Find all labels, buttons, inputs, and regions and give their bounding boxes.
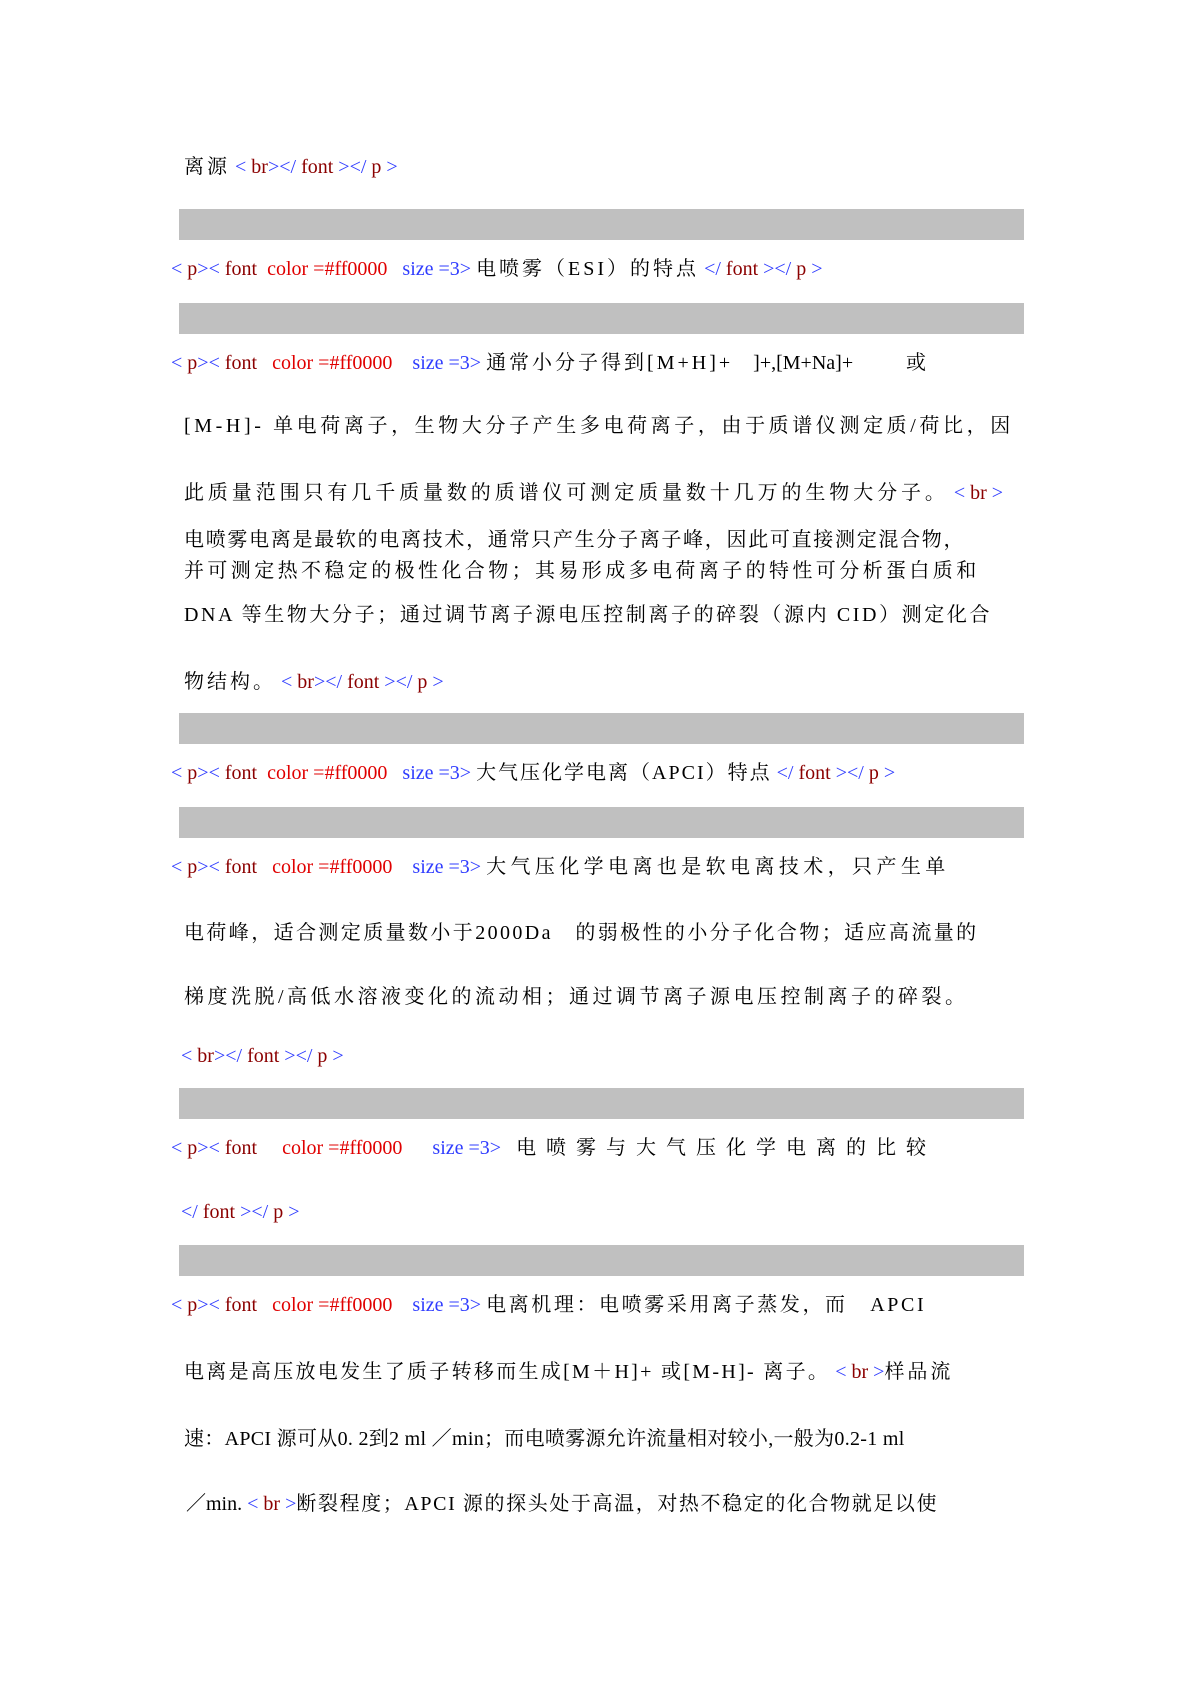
tag-bracket: > [338,156,350,178]
tag-bracket: </ [349,156,367,178]
attr-size: size =3 [432,1137,490,1159]
tag-bracket: > [991,482,1004,504]
tag-bracket: < [171,1294,183,1316]
text-line [171,349,926,377]
tag-font: font [224,352,258,374]
tag-p: p [187,352,198,374]
tag-font: font [224,258,258,280]
attr-color-value: #ff0000 [329,1294,393,1316]
tag-bracket: > [197,352,209,374]
tag-bracket: < [171,762,183,784]
tag-p: p [273,1201,284,1223]
text-line [171,853,950,881]
attr-color: color = [272,352,330,374]
text-line [184,153,398,181]
tag-br: br [851,1361,869,1383]
text-line: DNA 等生物大分子；通过调节离子源电压控制离子的碎裂（源内 CID）测定化合 [184,604,993,626]
text-segment: 通常小分子得到[M+H]+ [486,352,734,374]
tag-bracket: > [197,258,209,280]
tag-br: br [297,671,314,693]
text-segment: 离源 [184,156,230,178]
text-line [184,479,1003,507]
tag-br: br [970,482,987,504]
attr-color-value: #ff0000 [339,1137,403,1159]
tag-bracket: </ [704,258,721,280]
tag-bracket: </ [776,762,794,784]
tag-font: font [301,156,334,178]
attr-size: size =3 [402,258,460,280]
attr-color-value: #ff0000 [329,352,393,374]
tag-bracket: > [883,762,896,784]
tag-bracket: < [208,856,220,878]
tag-bracket: > [432,671,444,693]
gray-band [179,303,1024,334]
tag-bracket: > [459,762,472,784]
gray-band [179,1245,1024,1276]
gray-band [179,209,1024,240]
attr-size: size =3 [402,762,460,784]
tag-bracket: > [197,856,209,878]
tag-bracket: </ [295,1045,313,1067]
text-line [181,1198,299,1226]
tag-bracket: > [469,352,482,374]
tag-font: font [224,1294,258,1316]
text-segment: 断裂程度；APCI 源的探头处于高温，对热不稳定的化合物就足以使 [296,1493,939,1515]
tag-bracket: </ [225,1045,243,1067]
tag-bracket: < [247,1493,259,1515]
tag-bracket: < [171,856,183,878]
text-segment: 电喷雾（ESI）的特点 [476,258,700,280]
tag-bracket: > [835,762,847,784]
text-line [171,255,823,283]
tag-bracket: < [953,482,966,504]
gray-band [179,713,1024,744]
tag-br: br [263,1493,281,1515]
tag-bracket: < [171,352,183,374]
tag-bracket: > [213,1045,226,1067]
tag-bracket: > [267,156,280,178]
tag-bracket: > [313,671,326,693]
tag-p: p [187,856,198,878]
tag-bracket: > [240,1201,252,1223]
text-line [171,1134,929,1162]
tag-bracket: > [873,1361,885,1383]
text-line: 电喷雾电离是最软的电离技术，通常只产生分子离子峰，因此可直接测定混合物， [184,529,966,551]
tag-font: font [725,258,759,280]
text-line [186,1490,938,1518]
attr-color: color = [272,856,330,878]
text-segment: 电离机理：电喷雾采用离子蒸发，而 APCI [486,1294,927,1316]
tag-bracket: > [384,671,396,693]
tag-bracket: < [235,156,247,178]
attr-color-value: #ff0000 [329,856,393,878]
text-line [181,1042,344,1070]
tag-bracket: > [284,1045,296,1067]
tag-bracket: > [386,156,398,178]
tag-bracket: < [208,1294,220,1316]
text-segment: ／min. [186,1493,243,1515]
tag-p: p [868,762,879,784]
tag-font: font [247,1045,280,1067]
tag-bracket: < [208,762,220,784]
text-segment: 电离是高压放电发生了质子转移而生成[M＋H]+ 或[M-H]- 离子。 [184,1361,831,1383]
tag-bracket: > [197,762,209,784]
tag-p: p [796,258,807,280]
tag-bracket: > [288,1201,300,1223]
tag-bracket: </ [251,1201,269,1223]
text-segment: 此质量范围只有几千质量数的质谱仪可测定质量数十几万的生物大分子。 [184,482,949,504]
tag-bracket: < [181,1045,193,1067]
text-segment: 物结构。 [184,671,276,693]
tag-bracket: < [208,258,220,280]
attr-size: size =3 [412,352,470,374]
tag-bracket: > [459,258,472,280]
text-line [171,759,895,787]
tag-p: p [187,1137,198,1159]
text-line: 电荷峰，适合测定质量数小于2000Da 的弱极性的小分子化合物；适应高流量的 [184,922,979,944]
attr-color: color = [282,1137,340,1159]
tag-p: p [317,1045,328,1067]
tag-p: p [371,156,382,178]
tag-bracket: > [489,1137,502,1159]
text-line: [M-H]- 单电荷离子，生物大分子产生多电荷离子，由于质谱仪测定质/荷比，因 [184,415,1014,437]
tag-br: br [251,156,268,178]
tag-p: p [187,258,198,280]
attr-size: size =3 [412,1294,470,1316]
text-line: 并可测定热不稳定的极性化合物；其易形成多电荷离子的特性可分析蛋白质和 [184,560,980,582]
gray-band [179,807,1024,838]
tag-bracket: > [197,1294,209,1316]
tag-bracket: </ [181,1201,198,1223]
tag-bracket: < [208,1137,220,1159]
gray-band [179,1088,1024,1119]
text-line [184,1358,953,1386]
text-line [171,1291,926,1319]
tag-bracket: > [332,1045,344,1067]
tag-bracket: < [835,1361,847,1383]
tag-bracket: > [469,1294,482,1316]
text-line: 速：APCI 源可从0. 2到2 ml ／min；而电喷雾源允许流量相对较小,一般为0.2-1 ml [184,1428,905,1450]
tag-bracket: < [281,671,293,693]
tag-bracket: </ [395,671,413,693]
tag-bracket: > [811,258,823,280]
tag-bracket: < [171,1137,183,1159]
tag-bracket: > [197,1137,209,1159]
tag-font: font [224,1137,258,1159]
tag-bracket: </ [774,258,792,280]
attr-color: color = [267,258,325,280]
tag-bracket: < [171,258,183,280]
text-segment: 样品流 [884,1361,954,1383]
tag-bracket: > [763,258,775,280]
tag-p: p [187,1294,198,1316]
text-segment: 电 喷 雾 与 大 气 压 化 学 电 离 的 比 较 [516,1137,929,1159]
text-line [184,668,444,696]
tag-font: font [347,671,380,693]
tag-p: p [417,671,428,693]
text-group [171,349,853,377]
tag-font: font [202,1201,236,1223]
tag-bracket: > [469,856,482,878]
attr-color-value: #ff0000 [324,258,388,280]
tag-font: font [224,762,258,784]
tag-bracket: < [208,352,220,374]
text-segment: ]+,[M+Na]+ [753,352,854,374]
text-segment: 大气压化学电离也是软电离技术，只产生单 [486,856,950,878]
tag-font: font [224,856,258,878]
text-segment: 或 [906,352,926,374]
tag-br: br [197,1045,214,1067]
tag-bracket: </ [846,762,864,784]
tag-bracket: </ [279,156,297,178]
attr-color-value: #ff0000 [324,762,388,784]
tag-bracket: </ [325,671,343,693]
attr-size: size =3 [412,856,470,878]
text-line: 梯度洗脱/高低水溶液变化的流动相；通过调节离子源电压控制离子的碎裂。 [184,986,969,1008]
tag-font: font [798,762,831,784]
attr-color: color = [267,762,325,784]
attr-color: color = [272,1294,330,1316]
tag-bracket: > [285,1493,297,1515]
text-segment: 大气压化学电离（APCI）特点 [476,762,772,784]
tag-p: p [187,762,198,784]
